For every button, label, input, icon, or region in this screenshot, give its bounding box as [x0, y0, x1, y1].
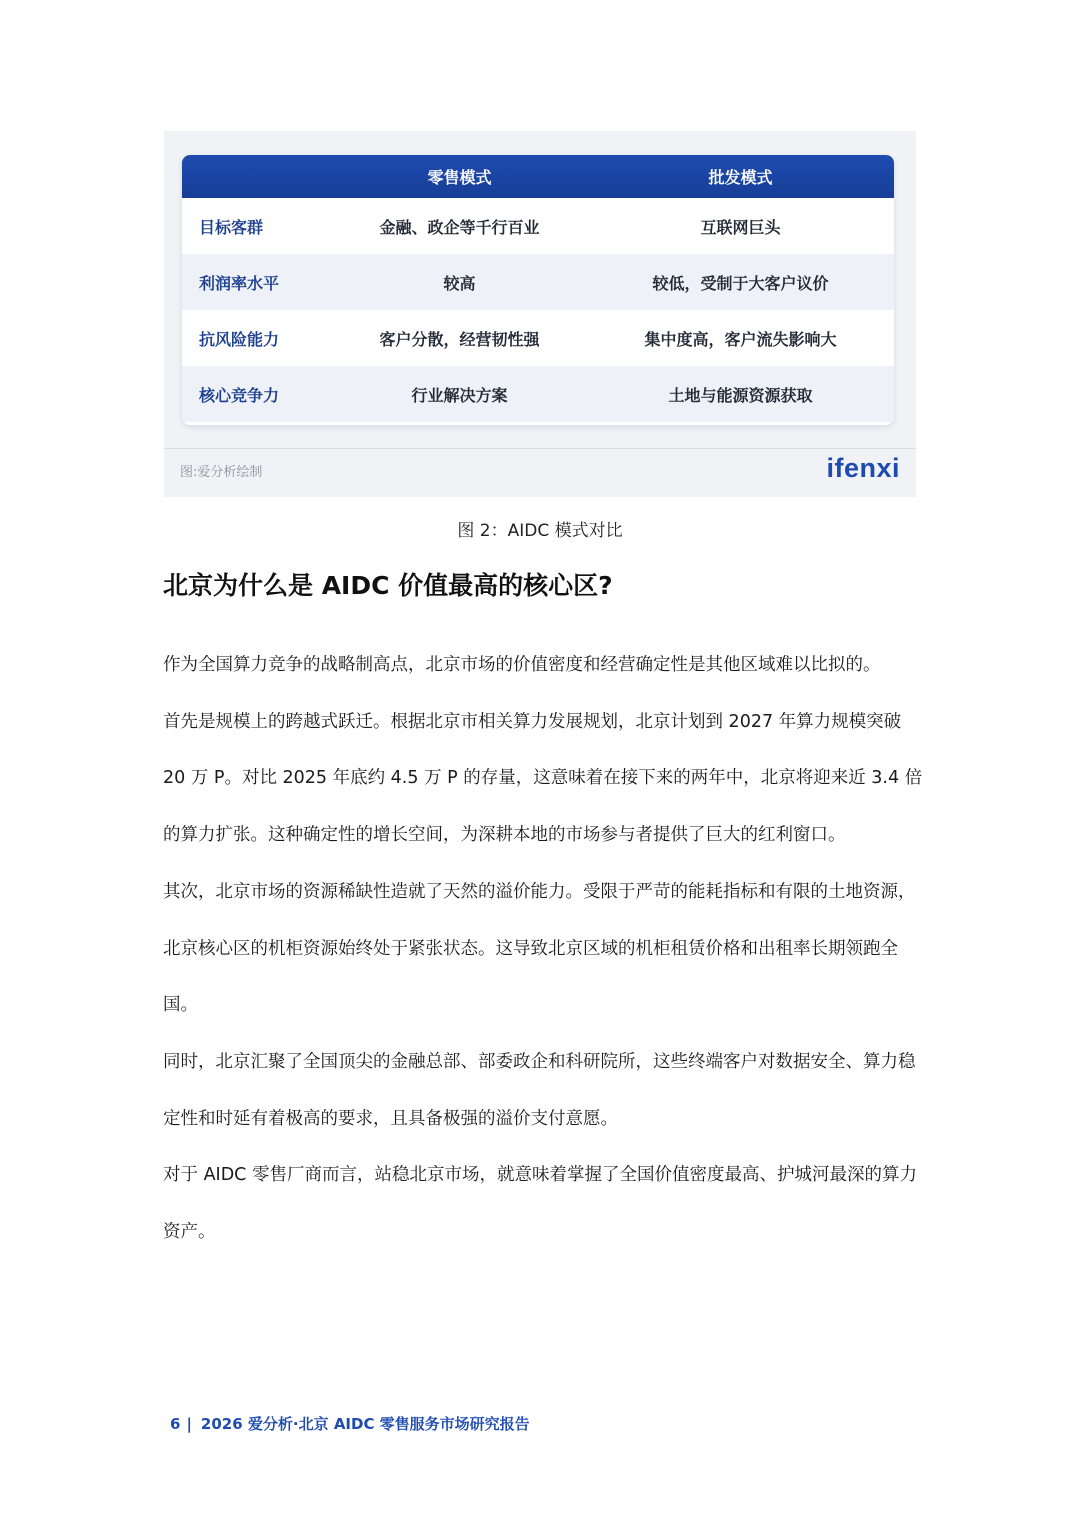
table-row	[182, 198, 894, 254]
cell-retail: 客户分散，经营韧性强	[379, 329, 540, 349]
page-footer	[170, 1413, 530, 1434]
cell-retail: 行业解决方案	[411, 385, 508, 405]
cell-wholesale: 集中度高，客户流失影响大	[644, 329, 837, 349]
row-label: 抗风险能力	[199, 329, 280, 349]
cell-wholesale: 互联网巨头	[700, 217, 781, 237]
cell-retail: 较高	[443, 273, 476, 293]
paragraph: 作为全国算力竞争的战略制高点，北京市场的价值密度和经营确定性是其他区域难以比拟的。	[163, 655, 881, 675]
cell-wholesale: 较低，受制于大客户议价	[652, 273, 829, 293]
figure-source: 图:爱分析绘制	[180, 465, 263, 480]
table-row	[182, 310, 894, 366]
table-header-row	[182, 155, 894, 198]
body-text	[163, 637, 923, 1261]
section-heading: 北京为什么是 AIDC 价值最高的核心区?	[163, 571, 613, 600]
cell-retail: 金融、政企等千行百业	[379, 217, 540, 237]
table-header-retail: 零售模式	[427, 168, 492, 187]
table-row	[182, 254, 894, 310]
figure-panel	[164, 131, 916, 497]
comparison-table	[182, 155, 894, 425]
footer-separator: |	[186, 1415, 192, 1433]
paragraph: 同时，北京汇聚了全国顶尖的金融总部、部委政企和科研院所，这些终端客户对数据安全、算力稳定性和时延有着极高的要求，且具备极强的溢价支付意愿。	[163, 1051, 916, 1129]
row-label: 利润率水平	[199, 273, 280, 293]
ifenxi-logo: ifenxi	[826, 453, 900, 483]
table-row	[182, 366, 894, 422]
paragraph: 其次，北京市场的资源稀缺性造就了天然的溢价能力。受限于严苛的能耗指标和有限的土地资源，北京核心区的机柜资源始终处于紧张状态。这导致北京区域的机柜租赁价格和出租率长期领跑全国。	[163, 881, 916, 1016]
report-title: 2026 爱分析·北京 AIDC 零售服务市场研究报告	[200, 1415, 530, 1433]
paragraph: 对于 AIDC 零售厂商而言，站稳北京市场，就意味着掌握了全国价值密度最高、护城河最深的算力资产。	[163, 1165, 917, 1243]
table-header-wholesale: 批发模式	[708, 168, 773, 187]
figure-caption: 图 2：AIDC 模式对比	[457, 521, 623, 541]
cell-wholesale: 土地与能源资源获取	[668, 385, 813, 405]
row-label: 核心竞争力	[199, 385, 280, 405]
figure-divider	[164, 448, 916, 449]
paragraph: 首先是规模上的跨越式跃迁。根据北京市相关算力发展规划，北京计划到 2027 年算力规模突破 20 万 P。对比 2025 年底约 4.5 万 P 的存量，这意味着在接下来的两年中，北京将迎来近 3.4 倍的算力扩张。这种确定性的增长空间，为深耕本地的市场参与者提供了巨大的红利窗口。	[163, 711, 923, 846]
page-number: 6	[170, 1415, 181, 1433]
row-label: 目标客群	[199, 217, 264, 237]
